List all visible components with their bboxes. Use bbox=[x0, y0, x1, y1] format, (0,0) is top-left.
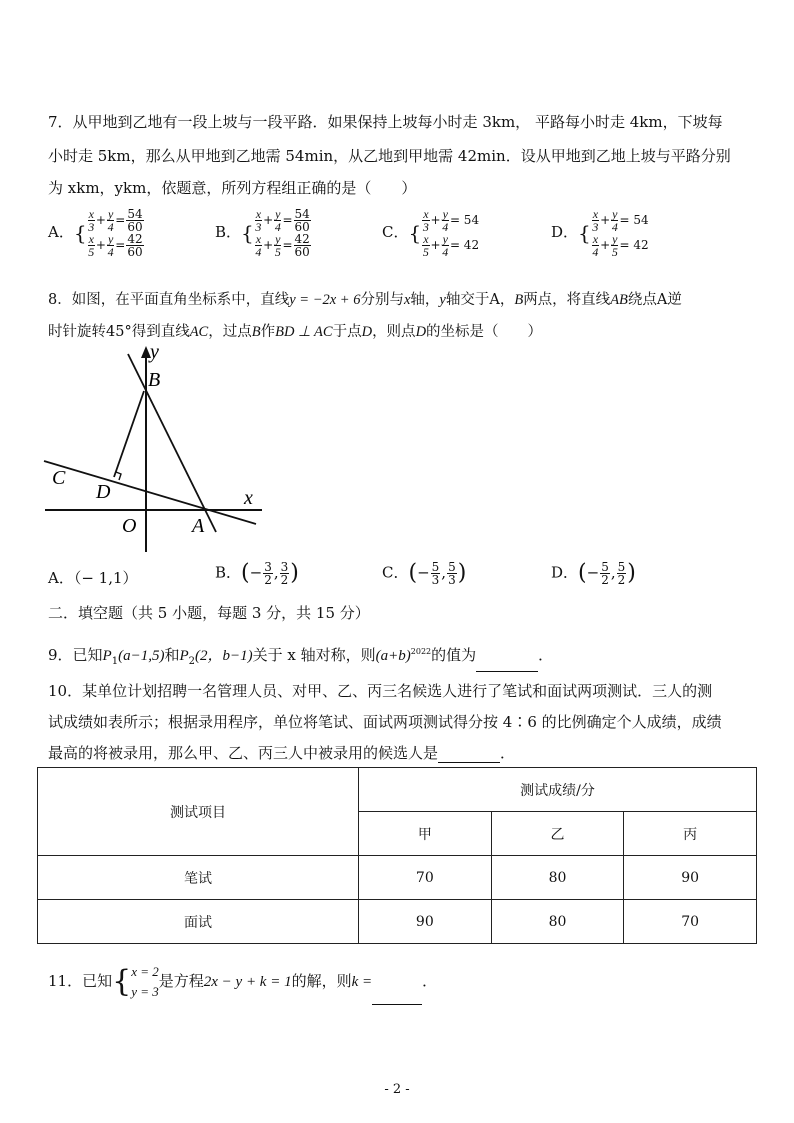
page-number: - 2 - bbox=[384, 1082, 410, 1097]
q7-option-a: A．{ $\frac{x}{3}$ + $\frac{y}{4}$ = $\frac{54}{60}$ $\frac{x}{5}$ + $\frac{y}{4}$ = $\frac{42}{60}$ bbox=[48, 207, 143, 259]
q8-option-a: A．（− 1,1） bbox=[48, 569, 138, 587]
q9-text: 9．已知$P_1(a-1,5)$和$P_2(2$，b−1)关于 x 轴对称，则$(a+b)^{2022}$的值为 ． bbox=[48, 642, 553, 672]
answer-blank[interactable] bbox=[476, 657, 538, 672]
q7-line1: 7．从甲地到乙地有一段上坡与一段平路．如果保持上坡每小时走 3km， 平路每小时走 4km，下坡每 bbox=[48, 113, 723, 131]
option-label: C． bbox=[382, 563, 409, 582]
header-candidate: 乙 bbox=[491, 812, 624, 856]
x-axis-label: x bbox=[244, 487, 253, 509]
q7-option-c: C．{ $\frac{x}{3}$ + $\frac{y}{4}$ = 54 $\frac{x}{5}$ + $\frac{y}{4}$ = 42 bbox=[382, 207, 480, 259]
point-a-label: A bbox=[192, 515, 205, 537]
option-label: B． bbox=[215, 223, 242, 241]
answer-blank[interactable] bbox=[372, 990, 422, 1005]
table-cell: 80 bbox=[491, 900, 624, 944]
header-candidate: 甲 bbox=[359, 812, 492, 856]
coordinate-figure bbox=[40, 342, 270, 557]
option-label: D． bbox=[551, 563, 579, 582]
q7-line2: 小时走 5km，那么从甲地到乙地需 54min，从乙地到甲地需 42min．设从甲地到乙地上坡与平路分别 bbox=[48, 147, 731, 165]
table-cell: 80 bbox=[491, 856, 624, 900]
q10-line3: 最高的将被录用，那么甲、乙、丙三人中被录用的候选人是 ． bbox=[48, 744, 516, 762]
y-axis-label: y bbox=[150, 342, 159, 363]
point-c-label: C bbox=[52, 467, 66, 489]
q8-option-c: C．(− $\frac{5}{3}$ , $\frac{5}{3}$ ) bbox=[382, 560, 467, 587]
row-label: 面试 bbox=[38, 900, 359, 944]
point-d-label: D bbox=[96, 481, 111, 503]
q11-text: 11．已知{ x = 2 y = 3 是方程2x − y + k = 1的解，则k = ． bbox=[48, 958, 437, 1005]
header-candidate: 丙 bbox=[624, 812, 757, 856]
table-row bbox=[38, 856, 757, 900]
header-test-score: 测试成绩/分 bbox=[359, 768, 757, 812]
option-label: A． bbox=[48, 223, 74, 241]
q10-line2: 试成绩如表所示；根据录用程序，单位将笔试、面试两项测试得分按 4∶6 的比例确定个人成绩，成绩 bbox=[48, 713, 722, 731]
table-cell: 90 bbox=[624, 856, 757, 900]
table-cell: 70 bbox=[624, 900, 757, 944]
option-label: D． bbox=[551, 223, 579, 241]
q8-line1: 8．如图，在平面直角坐标系中，直线y = −2x + 6分别与x轴，y轴交于A，B两点，将直线AB绕点A逆 bbox=[48, 292, 682, 308]
table-cell: 90 bbox=[359, 900, 492, 944]
q7-line3: 为 xkm，ykm，依题意，所列方程组正确的是（ ） bbox=[48, 179, 417, 197]
score-table bbox=[37, 767, 757, 944]
q7-option-b: B．{ $\frac{x}{3}$ + $\frac{y}{4}$ = $\frac{54}{60}$ $\frac{x}{4}$ + $\frac{y}{5}$ = $\frac{42}{60}$ bbox=[215, 207, 310, 259]
section-heading: 二．填空题（共 5 小题，每题 3 分，共 15 分） bbox=[48, 604, 370, 622]
option-label: C． bbox=[382, 223, 409, 241]
q7-option-d: D．{ $\frac{x}{3}$ + $\frac{y}{4}$ = 54 $\frac{x}{4}$ + $\frac{y}{5}$ = 42 bbox=[551, 207, 649, 259]
q10-line1: 10．某单位计划招聘一名管理人员、对甲、乙、丙三名候选人进行了笔试和面试两项测试．三人的测 bbox=[48, 682, 713, 700]
row-label: 笔试 bbox=[38, 856, 359, 900]
header-test-item: 测试项目 bbox=[38, 768, 359, 856]
origin-label: O bbox=[122, 515, 137, 537]
answer-blank[interactable] bbox=[438, 748, 500, 763]
q8-option-d: D．(− $\frac{5}{2}$ , $\frac{5}{2}$ ) bbox=[551, 560, 636, 587]
table-cell: 70 bbox=[359, 856, 492, 900]
q8-line2: 时针旋转45°得到直线AC，过点B作BD ⊥ AC于点D，则点D的坐标是（ ） bbox=[48, 324, 543, 340]
option-label: B． bbox=[215, 563, 242, 582]
point-b-label: B bbox=[148, 369, 161, 391]
table-row bbox=[38, 768, 757, 812]
table-row bbox=[38, 900, 757, 944]
q8-option-b: B．(− $\frac{3}{2}$ , $\frac{3}{2}$ ) bbox=[215, 560, 299, 587]
